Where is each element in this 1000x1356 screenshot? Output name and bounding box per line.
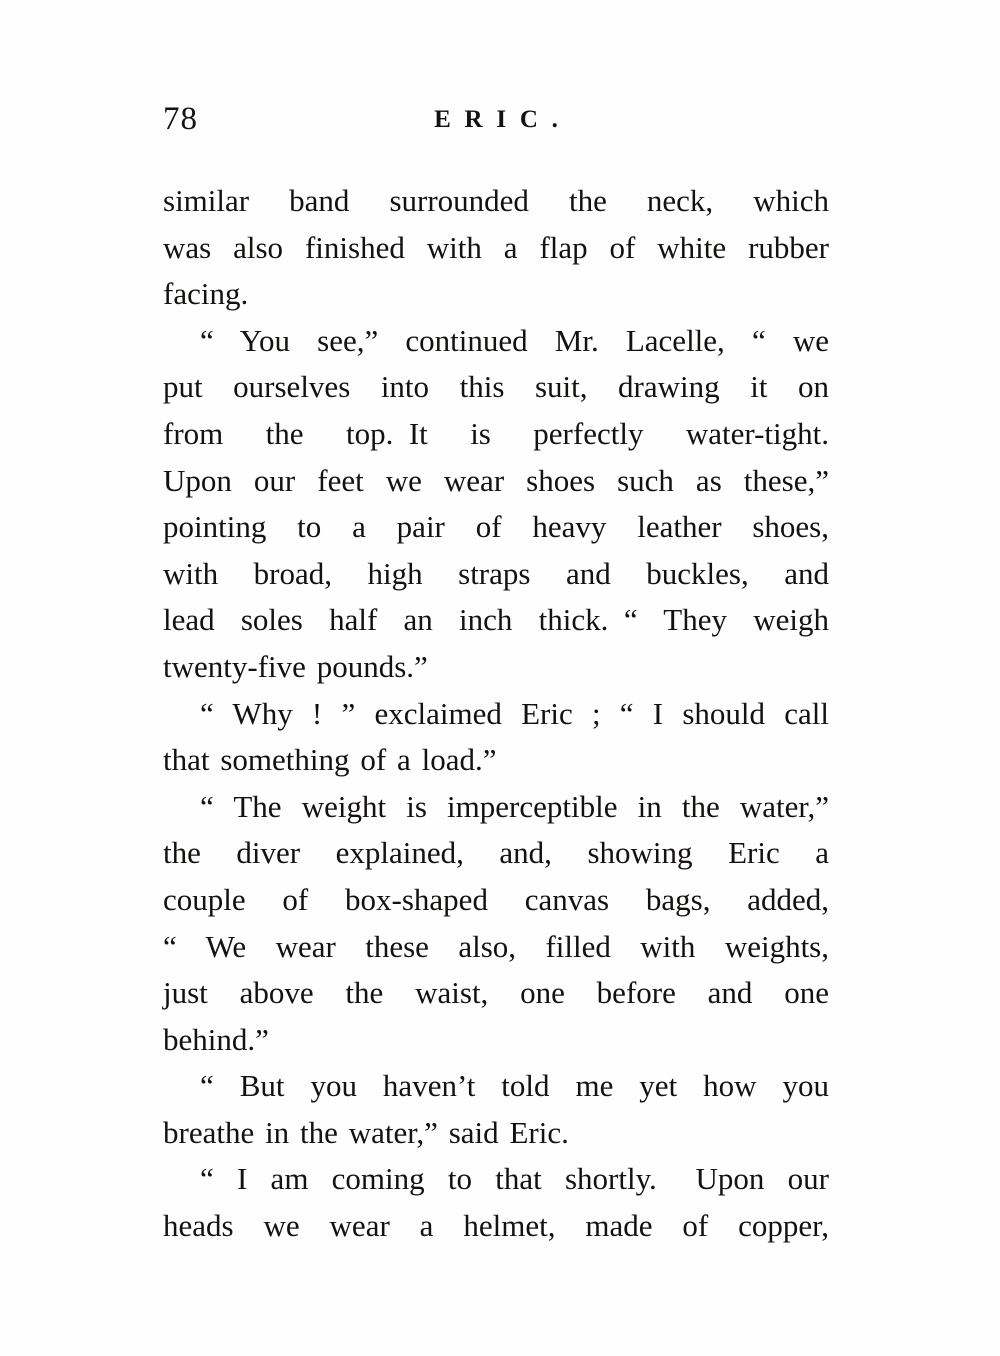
masthead <box>163 101 829 145</box>
text-line: “ I am coming to that shortly. Upon our <box>200 1161 829 1197</box>
page-number: 78 <box>163 101 198 137</box>
paragraph <box>163 1156 829 1249</box>
text-line: behind.” <box>163 1021 269 1057</box>
text-line: lead soles half an inch thick. “ They weigh <box>163 602 829 638</box>
text-line: with broad, high straps and buckles, and <box>163 555 829 591</box>
text-line: put ourselves into this suit, drawing it on <box>163 369 829 405</box>
text-line: the diver explained, and, showing Eric a <box>163 835 829 871</box>
text-line: pointing to a pair of heavy leather shoes, <box>163 509 829 545</box>
text-line: heads we wear a helmet, made of copper, <box>163 1208 829 1244</box>
text-line: just above the waist, one before and one <box>163 975 829 1011</box>
text-line: that something of a load.” <box>163 742 497 778</box>
text-line: was also finished with a flap of white rubber <box>163 229 829 265</box>
text-line: Upon our feet we wear shoes such as these,” <box>163 462 829 498</box>
text-line: twenty-five pounds.” <box>163 648 428 684</box>
paragraph <box>163 318 829 691</box>
text-line: “ You see,” continued Mr. Lacelle, “ we <box>200 322 829 358</box>
text-line: from the top. It is perfectly water-tight. <box>163 415 829 451</box>
body-text <box>163 178 829 1250</box>
paragraph <box>163 784 829 1064</box>
running-header: ERIC. <box>434 106 572 133</box>
paragraph <box>163 1063 829 1156</box>
text-line: facing. <box>163 276 249 312</box>
text-line: “ Why ! ” exclaimed Eric ; “ I should call <box>200 695 829 731</box>
paragraph <box>163 691 829 784</box>
text-line: couple of box-shaped canvas bags, added, <box>163 881 829 917</box>
text-line: breathe in the water,” said Eric. <box>163 1114 569 1150</box>
text-line: “ We wear these also, filled with weights, <box>163 928 829 964</box>
text-line: “ The weight is imperceptible in the water,” <box>200 788 829 824</box>
text-line: similar band surrounded the neck, which <box>163 183 829 218</box>
paragraph <box>163 178 829 318</box>
text-line: “ But you haven’t told me yet how you <box>200 1068 829 1104</box>
